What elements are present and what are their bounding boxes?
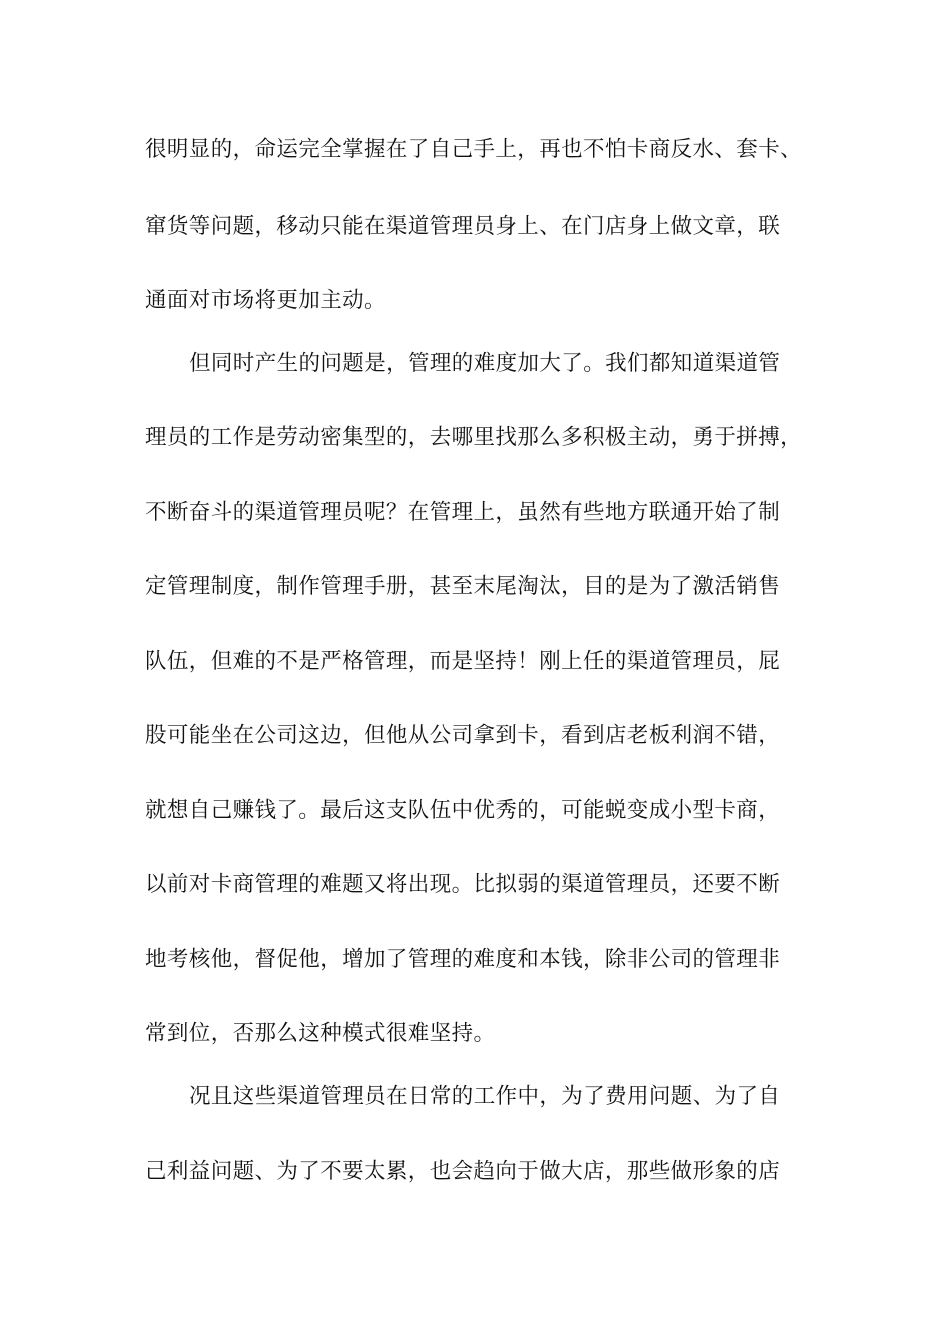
text-line: 己利益问题、为了不要太累，也会趋向于做大店，那些做形象的店 bbox=[145, 1159, 781, 1184]
text-line: 地考核他，督促他，增加了管理的难度和本钱，除非公司的管理非 bbox=[145, 947, 781, 972]
paragraph-start-line: 但同时产生的问题是，管理的难度加大了。我们都知道渠道管 bbox=[189, 351, 781, 376]
text-line: 不断奋斗的渠道管理员呢？在管理上，虽然有些地方联通开始了制 bbox=[145, 500, 781, 525]
text-line: 通面对市场将更加主动。 bbox=[145, 288, 386, 313]
paragraph-start-line: 况且这些渠道管理员在日常的工作中，为了费用问题、为了自 bbox=[189, 1084, 781, 1109]
text-line: 理员的工作是劳动密集型的，去哪里找那么多积极主动，勇于拼搏， bbox=[145, 425, 803, 450]
text-line: 就想自己赚钱了。最后这支队伍中优秀的，可能蜕变成小型卡商， bbox=[145, 798, 781, 823]
text-line: 股可能坐在公司这边，但他从公司拿到卡，看到店老板利润不错， bbox=[145, 723, 781, 748]
text-line: 常到位，否那么这种模式很难坚持。 bbox=[145, 1021, 496, 1046]
text-line: 定管理制度，制作管理手册，甚至末尾淘汰，目的是为了激活销售 bbox=[145, 574, 781, 599]
text-line: 很明显的，命运完全掌握在了自己手上，再也不怕卡商反水、套卡、 bbox=[145, 137, 803, 162]
text-line: 窜货等问题，移动只能在渠道管理员身上、在门店身上做文章，联 bbox=[145, 214, 781, 239]
text-line: 队伍，但难的不是严格管理，而是坚持！刚上任的渠道管理员，屁 bbox=[145, 649, 781, 674]
text-line: 以前对卡商管理的难题又将出现。比拟弱的渠道管理员，还要不断 bbox=[145, 872, 781, 897]
